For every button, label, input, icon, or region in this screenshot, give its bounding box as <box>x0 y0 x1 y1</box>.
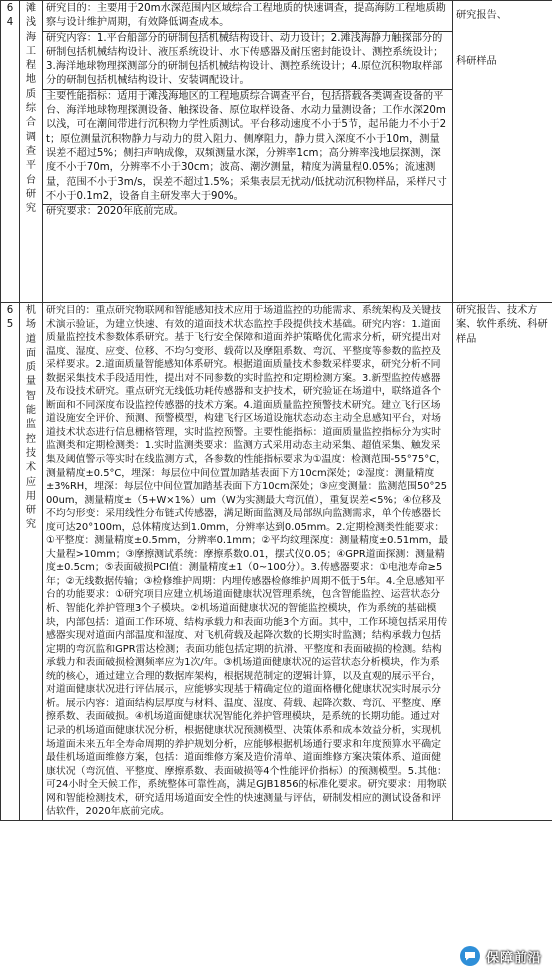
project-content <box>43 1 453 303</box>
table-row <box>1 303 552 821</box>
project-name: 滩浅海工程地质综合调查平台研究 <box>20 1 43 303</box>
deliverables <box>453 1 552 303</box>
deliverable-list: 研究报告、技术方案、软件系统、科研样品 <box>456 305 548 345</box>
performance-indicators: 主要性能指标：适用于滩浅海地区的工程地质综合调查平台，包括搭载各类调查设备的平台、海洋地球物理探测设备、触探设备、原位取样设备、水动力量测设备；工作水深20m以浅，可在潮间带进行沉积物力学性质测试。平台移动速度不小于5节，起吊能力不小于2t；原位测量沉积物静力与动力的贯入阻力、侧摩阻力，静力贯入深度不小于10m，测量误差不超过5%；侧扫声呐成像，双频测量水深，分辨率1cm；高分辨率浅地层探测，深度不小于70m，分辨率不小于30cm；波高、潮汐测量，精度为满量程0.05%；流速测量，范围不小于3m/s，误差不超过1.5%；采集表层无扰动/低扰动沉积物样品，采样尺寸不小于0.1m2，设备自主研发率大于90%。 <box>43 89 452 204</box>
deliverable-sample: 科研样品 <box>456 56 497 68</box>
watermark <box>460 945 542 967</box>
chat-bubble-icon <box>460 946 480 966</box>
research-purpose: 研究目的：主要用于20m水深范围内区域综合工程地质的快速调查，提高海防工程地质勘察与设计维护周期，有效降低调查成本。 <box>46 3 446 29</box>
deliverable-report: 研究报告、 <box>456 10 507 21</box>
table-row <box>1 1 552 303</box>
project-content <box>43 303 453 821</box>
research-requirements: 研究要求：2020年底前完成。 <box>43 204 452 219</box>
row-number: 64 <box>1 1 20 303</box>
watermark-text: 保障前沿 <box>485 950 542 966</box>
project-name: 机场道面质量智能监控技术应用研究 <box>20 303 43 821</box>
research-content: 研究内容：1.平台船部分的研制包括机械结构设计、动力设计；2.滩浅海静力触探部分的研制包括机械结构设计、液压系统设计、水下传感器及耐压密封能设计、测控系统设计；3.海洋地球物理探测部分的研制包括机械结构设计、测控系统设计；4.原位沉积物取样部分的研制包括机械结构设计、安装调配设计。 <box>43 31 452 89</box>
deliverables <box>453 303 552 821</box>
research-details: 研究目的：重点研究物联网和智能感知技术应用于场道监控的功能需求、系统架构及关键技术演示验证，为建立快速、有效的道面技术状态监控手段提供技术基础。研究内容：1.道面质量监控技术参数体系研究。基于飞行安全保障和道面养护策略优化需求分析，研究提出对温度、湿度、应变、位移、不均匀变形、载荷以及摩阻系数、弯沉、平整度等参数的监控及采样要求。2.道面质量智能感知体系研究。根据道面质量技术参数采样要求，研究分析不同数据采集技术手段适用性，提出对不同参数的实时监控和定期检测方案。3.新型监控传感器及布设技术研究。重点研究无线低功耗传感器和支护技术，研究验证在场道中，联络道各个断面和不同深度布设监控传感器的技术方案。4.道面质量监控预警技术研究。建立飞行区场道设施安全评价、预测、预警模型，构建飞行区场道设施状态动态主动全息感知平台，对场道技术状态进行信息栅格管理，实时监控预警。主要性能指标：道面质量监控指标分为实时监测类和定期检测类：1.实时监测类要求：监测方式采用动态主动采集、超值采集、触发采集及阈值警示等实时在线监测方式，各参数的性能指标要求为①温度：检测范围-55°75°C，测量精度±0.5°C，埋深：每层位中间位置加踏基表面下方10cm深处；②湿度：测量精度±3%RH，埋深：每层位中间位置加踏基表面下方10cm深处；③应变测量：监测范围50°2500um，测量精度±（5+W×1%）um（W为实测最大弯沉值），重复误差<5%；④位移及不均匀形变：采用线性分布链式传感器，满足断面监测及局部纵向监测需求，单个传感器长度可达20°100m，总体精度达到1.0mm，分辨率达到0.05mm。2.定期检测类性能要求：①平整度：测量精度±0.5mm，分辨率0.1mm；②平均纹理深度：测量精度±0.51mm，最大量程>10mm；③摩擦测试系统：摩擦系数0.01，摆式仪0.05；④GPR道面探测：测量精度±0.5cm；⑤表面破损PCI值：测量精度±1（0~100分）。3.传感器要求：①电池寿命≥5年；②无线数据传输；③检修维护周期：内埋传感器检修维护周期不低于5年。4.全息感知平台的功能要求：①研究项目应建立机场道面健康状况管理系统，包含智能监控、运营状态分析、智能化养护管理3个子模块。②机场道面健康状况的智能监控模块，作为系统的基础模块，内部包括：道面工作环境、结构承载力和表面功能3个方面。其中，工作环境包括采用传感器实现对道面内部温度和湿度、对飞机荷载及起降次数的长期实时监测；结构承载力包括定期的弯沉监和GPR雷达检测；表面功能包括定期的抗滑、平整度和表面破损的检测。结构承载力和表面破损检测频率应为1次/年。③机场道面健康状况的运营状态分析模块，作为系统的核心，通过建立合理的数据库架构，根据规范制定的逻辑计算，以及直观的展示平台，对道面健康状况进行评估展示，应能够实现基于精确定位的道面格栅化健康状况实时展示分析。展示内容：道面结构层厚度与材料、温度、湿度、荷载、起降次数、弯沉、平整度、摩擦系数、表面破损。④机场道面健康状况智能化养护管理模块，是系统的长期功能。通过对记录的机场道面健康状况分析，根据健康状况预测模型、决策体系和成本效益分析，实现机场道面未来五年全寿命周期的养护规划分析，应能够根据机场通行要求和年度预算水平确定最佳机场道面维修方案，包括：道面维修方案及造价清单、道面维修方案决策体系、道面健康状况（弯沉值、平整度、摩擦系数、表面破损等4个性能评价指标）的预测模型。5.其他：可24小时全天候工作，系统整体可靠性高，满足GJB1856的标准化要求。研究要求：用物联网和智能检测技术，研究适用场道面安全性的快速测量与评估，研制发相应的测试设备和评估软件，2020年底前完成。 <box>46 305 449 818</box>
row-number: 65 <box>1 303 20 821</box>
